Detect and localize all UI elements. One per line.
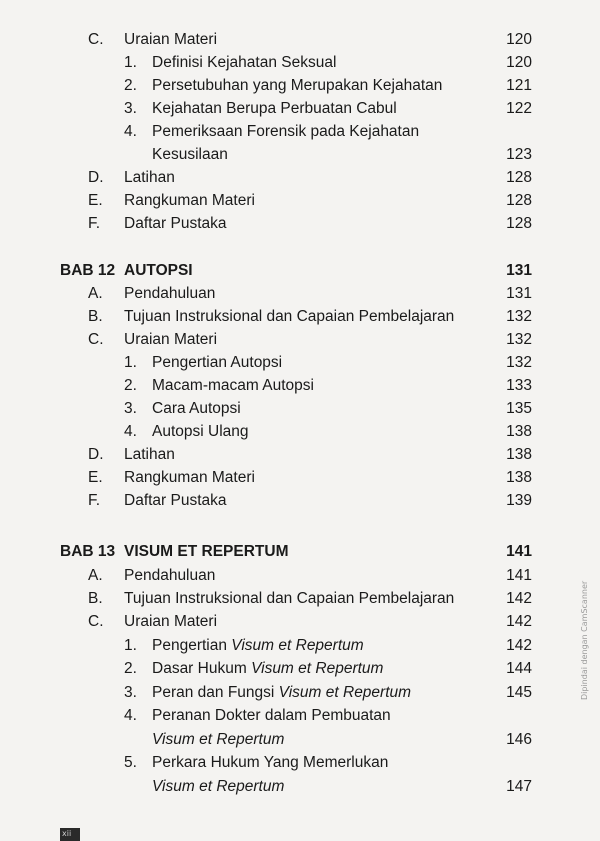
chapter-page: 141 — [506, 543, 532, 560]
entry-title — [152, 657, 383, 680]
entry-label: 4. — [124, 707, 137, 724]
entry-label: 1. — [124, 637, 137, 654]
toc-subentry-continued — [0, 728, 600, 751]
entry-page: 131 — [506, 285, 532, 302]
toc-entry — [0, 189, 600, 212]
scanner-watermark: Dipindai dengan CamScanner — [580, 580, 589, 700]
entry-title-italic: Visum et Repertum — [278, 684, 412, 701]
entry-page: 147 — [506, 778, 532, 795]
entry-page: 128 — [506, 169, 532, 186]
entry-page: 142 — [506, 637, 532, 654]
entry-title: Perkara Hukum Yang Memerlukan — [152, 754, 389, 771]
entry-page: 138 — [506, 423, 532, 440]
entry-page: 128 — [506, 192, 532, 209]
entry-title-text: Peran dan Fungsi — [152, 684, 275, 701]
chapter-number: BAB 12 — [60, 262, 116, 279]
entry-label: 1. — [124, 54, 137, 71]
entry-page: 120 — [506, 31, 532, 48]
footer-page-number: xii — [62, 829, 72, 838]
entry-label: 1. — [124, 354, 137, 371]
entry-label: 2. — [124, 77, 137, 94]
entry-page: 142 — [506, 590, 532, 607]
entry-label: 3. — [124, 684, 137, 701]
entry-title-italic: Visum et Repertum — [152, 731, 285, 748]
entry-title-italic: Visum et Repertum — [251, 660, 384, 677]
chapter-page: 131 — [506, 262, 532, 279]
entry-title: Tujuan Instruksional dan Capaian Pembelajaran — [124, 590, 455, 607]
entry-title: Latihan — [124, 169, 175, 186]
entry-label: E. — [88, 469, 103, 486]
entry-title-italic: Visum et Repertum — [152, 778, 285, 795]
entry-label: B. — [88, 590, 103, 607]
toc-subentry — [0, 374, 600, 397]
entry-page: 142 — [506, 613, 532, 630]
entry-label: D. — [88, 446, 104, 463]
entry-title: Autopsi Ulang — [152, 423, 249, 440]
entry-title-text: Dasar Hukum — [152, 660, 247, 677]
toc-subentry-continued — [0, 143, 600, 166]
entry-title-text: Pengertian — [152, 637, 227, 654]
entry-page: 135 — [506, 400, 532, 417]
entry-label: C. — [88, 331, 104, 348]
entry-page: 138 — [506, 446, 532, 463]
entry-title: Pendahuluan — [124, 285, 216, 302]
entry-label: 2. — [124, 377, 137, 394]
entry-page: 132 — [506, 308, 532, 325]
entry-label: A. — [88, 285, 103, 302]
entry-title: Latihan — [124, 446, 175, 463]
entry-title: Daftar Pustaka — [124, 492, 227, 509]
toc-subentry — [0, 97, 600, 120]
entry-page: 128 — [506, 215, 532, 232]
entry-label: 4. — [124, 123, 137, 140]
toc-subentry — [0, 351, 600, 374]
entry-title — [152, 681, 411, 704]
entry-label: 4. — [124, 423, 137, 440]
toc-entry — [0, 328, 600, 351]
entry-label: E. — [88, 192, 103, 209]
entry-title: Persetubuhan yang Merupakan Kejahatan — [152, 77, 443, 94]
entry-label: 2. — [124, 660, 137, 677]
entry-title: Kejahatan Berupa Perbuatan Cabul — [152, 100, 397, 117]
entry-page: 133 — [506, 377, 532, 394]
entry-page: 121 — [506, 77, 532, 94]
toc-subentry — [0, 704, 600, 727]
entry-title: Kesusilaan — [152, 146, 228, 163]
entry-label: C. — [88, 613, 104, 630]
toc-subentry — [0, 120, 600, 143]
entry-page: 132 — [506, 354, 532, 371]
entry-label: D. — [88, 169, 104, 186]
entry-page: 122 — [506, 100, 532, 117]
entry-page: 139 — [506, 492, 532, 509]
entry-page: 132 — [506, 331, 532, 348]
toc-entry — [0, 443, 600, 466]
chapter-number: BAB 13 — [60, 543, 116, 560]
entry-label: 3. — [124, 100, 137, 117]
entry-title: Pemeriksaan Forensik pada Kejahatan — [152, 123, 420, 140]
entry-page: 145 — [506, 684, 532, 701]
toc-entry — [0, 466, 600, 489]
entry-title: Cara Autopsi — [152, 400, 241, 417]
toc-entry — [0, 212, 600, 235]
toc-subentry-continued — [0, 775, 600, 798]
toc-entry — [0, 305, 600, 328]
entry-label: F. — [88, 215, 101, 232]
entry-title: Daftar Pustaka — [124, 215, 227, 232]
toc-entry — [0, 564, 600, 587]
entry-title: Peranan Dokter dalam Pembuatan — [152, 707, 391, 724]
chapter-heading — [0, 259, 600, 282]
entry-page: 146 — [506, 731, 532, 748]
toc-entry — [0, 489, 600, 512]
toc-subentry — [0, 420, 600, 443]
entry-page: 141 — [506, 567, 532, 584]
entry-title: Rangkuman Materi — [124, 192, 255, 209]
toc-entry — [0, 166, 600, 189]
chapter-title: AUTOPSI — [124, 262, 193, 279]
entry-label: A. — [88, 567, 103, 584]
entry-label: F. — [88, 492, 101, 509]
toc-subentry — [0, 74, 600, 97]
entry-title: Pengertian Autopsi — [152, 354, 283, 371]
entry-page: 144 — [506, 660, 532, 677]
entry-title: Pendahuluan — [124, 567, 216, 584]
toc-entry — [0, 587, 600, 610]
entry-title-italic: Visum et Repertum — [231, 637, 364, 654]
toc-entry — [0, 282, 600, 305]
entry-title: Uraian Materi — [124, 613, 218, 630]
chapter-heading — [0, 540, 600, 563]
toc-entry — [0, 28, 600, 51]
toc-subentry — [0, 681, 600, 704]
entry-label: B. — [88, 308, 103, 325]
entry-page: 123 — [506, 146, 532, 163]
entry-title: Definisi Kejahatan Seksual — [152, 54, 337, 71]
entry-label: 5. — [124, 754, 137, 771]
entry-label: C. — [88, 31, 104, 48]
toc-subentry — [0, 51, 600, 74]
toc-subentry — [0, 634, 600, 657]
entry-title: Tujuan Instruksional dan Capaian Pembelajaran — [124, 308, 455, 325]
entry-label: 3. — [124, 400, 137, 417]
entry-title — [152, 634, 364, 657]
entry-title: Macam-macam Autopsi — [152, 377, 314, 394]
toc-subentry — [0, 751, 600, 774]
entry-title: Rangkuman Materi — [124, 469, 255, 486]
toc-subentry — [0, 397, 600, 420]
entry-title: Uraian Materi — [124, 331, 218, 348]
entry-title: Uraian Materi — [124, 31, 218, 48]
entry-page: 138 — [506, 469, 532, 486]
entry-page: 120 — [506, 54, 532, 71]
chapter-title: VISUM ET REPERTUM — [124, 543, 289, 560]
toc-subentry — [0, 657, 600, 680]
toc-entry — [0, 610, 600, 633]
